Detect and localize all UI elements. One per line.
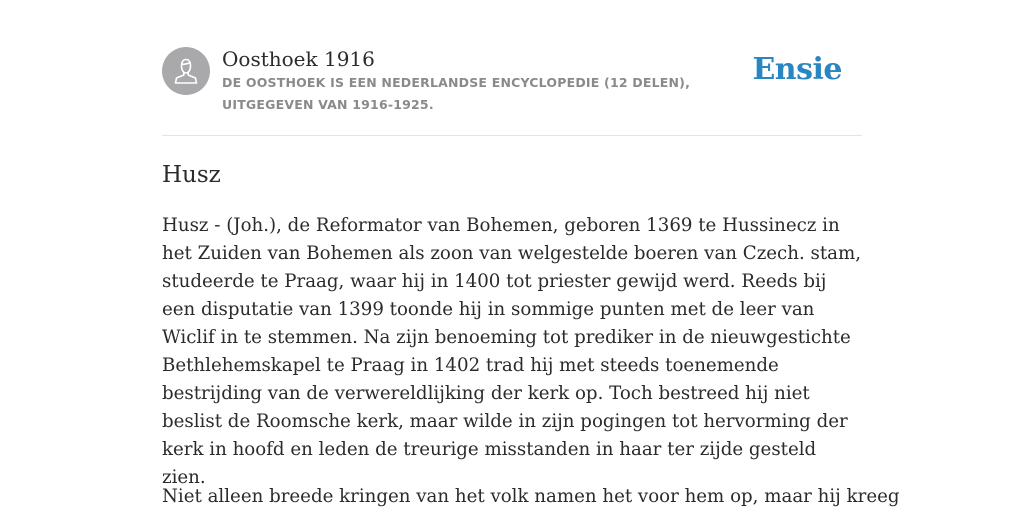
page [162, 0, 900, 512]
source-title[interactable]: Oosthoek 1916 [222, 47, 375, 71]
ensie-logo-link[interactable]: Ensie [752, 52, 842, 87]
entry-paragraph: Niet alleen breede kringen van het volk namen het voor hem op, maar hij kreeg [162, 486, 900, 507]
person-outline-icon [162, 47, 210, 95]
source-description: DE OOSTHOEK IS EEN NEDERLANDSE ENCYCLOPEDIE (12 DELEN), UITGEGEVEN VAN 1916-1925. [222, 75, 691, 112]
entry-title: Husz [162, 162, 221, 188]
entry-paragraph: Husz - (Joh.), de Reformator van Bohemen, geboren 1369 te Hussinecz in het Zuiden van Bohemen als zoon van welgestelde boeren van Czech. stam, studeerde te Praag, waar hij in 1400 tot priester gewijd werd. Reeds bij een disputatie van 1399 toonde hij in sommige punten met de leer van Wiclif in te stemmen. Na zijn benoeming tot prediker in de nieuwgestichte Bethlehemskapel te Praag in 1402 trad hij met steeds toenemende bestrijding van de verwereldlijking der kerk op. Toch bestreed hij niet beslist de Roomsche kerk, maar wilde in zijn pogingen tot hervorming der kerk in hoofd en leden de treurige misstanden in haar ter zijde gesteld zien. [162, 215, 862, 488]
source-header [162, 47, 862, 127]
header-divider [162, 135, 862, 136]
user-avatar-icon[interactable] [162, 47, 210, 95]
